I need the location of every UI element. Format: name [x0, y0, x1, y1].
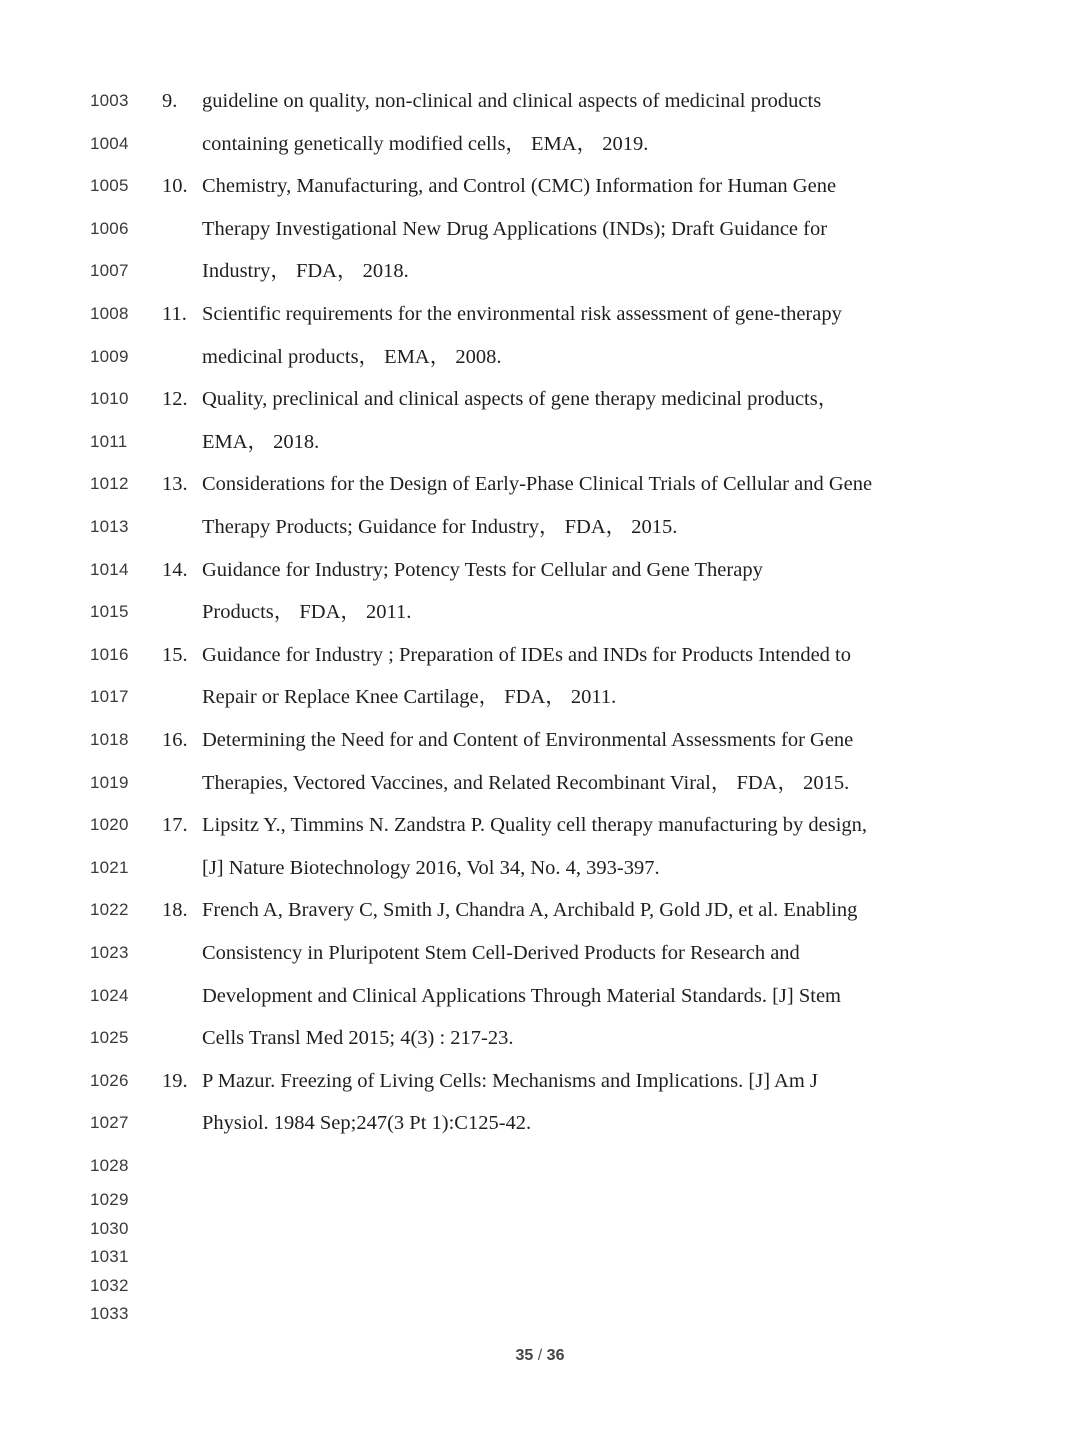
line-text: Products， FDA， 2011.	[202, 601, 412, 624]
line-number: 1022	[90, 900, 129, 920]
line-number: 1030	[90, 1218, 129, 1238]
document-line	[0, 682, 1080, 712]
document-line	[0, 555, 1080, 585]
reference-number: 16.	[162, 729, 188, 751]
document-line	[0, 214, 1080, 244]
line-text: Repair or Replace Knee Cartilage， FDA， 2011.	[202, 686, 617, 709]
line-number: 1031	[90, 1247, 129, 1266]
reference-number: 18.	[162, 899, 188, 922]
line-number: 1032	[90, 1275, 129, 1295]
document-line	[0, 981, 1080, 1011]
page-number-footer	[0, 1344, 1080, 1368]
document-line	[0, 597, 1080, 627]
line-text: [J] Nature Biotechnology 2016, Vol 34, No. 4, 393-397.	[202, 856, 660, 879]
line-text: Chemistry, Manufacturing, and Control (CMC) Information for Human Gene	[202, 175, 837, 198]
line-text: Scientific requirements for the environmental risk assessment of gene-therapy	[202, 303, 842, 325]
document-line	[0, 640, 1080, 670]
line-number: 1009	[90, 346, 129, 366]
document-line	[0, 1242, 1080, 1272]
line-number: 1020	[90, 815, 129, 835]
line-text: containing genetically modified cells， EMA， 2019.	[202, 132, 649, 155]
line-text: EMA， 2018.	[202, 430, 320, 453]
line-number: 1028	[90, 1156, 129, 1175]
line-number: 1026	[90, 1070, 129, 1090]
total-pages-number: 36	[546, 1347, 565, 1364]
line-text: Lipsitz Y., Timmins N. Zandstra P. Quality cell therapy manufacturing by design,	[202, 814, 868, 837]
reference-number: 11.	[162, 303, 187, 325]
line-text: Industry， FDA， 2018.	[202, 260, 409, 283]
line-number: 1025	[90, 1028, 129, 1048]
document-line	[0, 768, 1080, 798]
line-text: medicinal products， EMA， 2008.	[202, 345, 502, 368]
reference-number: 17.	[162, 814, 188, 837]
document-line	[0, 427, 1080, 457]
document-line	[0, 171, 1080, 201]
line-number: 1033	[90, 1304, 129, 1323]
document-line	[0, 512, 1080, 542]
line-number: 1010	[90, 389, 129, 409]
document-line	[0, 938, 1080, 968]
line-text: French A, Bravery C, Smith J, Chandra A, Archibald P, Gold JD, et al. Enabling	[202, 899, 858, 922]
line-number: 1004	[90, 133, 129, 153]
document-line	[0, 810, 1080, 840]
line-number: 1007	[90, 261, 129, 281]
line-number: 1012	[90, 474, 129, 494]
line-text: Guidance for Industry; Potency Tests for Cellular and Gene Therapy	[202, 558, 763, 581]
line-text: Therapies, Vectored Vaccines, and Related Recombinant Viral， FDA， 2015.	[202, 771, 850, 794]
document-line	[0, 1214, 1080, 1244]
line-number: 1019	[90, 772, 129, 792]
line-number: 1023	[90, 943, 129, 962]
document-line	[0, 1299, 1080, 1329]
line-text: Determining the Need for and Content of Environmental Assessments for Gene	[202, 729, 854, 751]
line-text: Physiol. 1984 Sep;247(3 Pt 1):C125-42.	[202, 1112, 532, 1135]
line-text: Considerations for the Design of Early-Phase Clinical Trials of Cellular and Gene	[202, 473, 873, 496]
document-line	[0, 725, 1080, 755]
line-text: P Mazur. Freezing of Living Cells: Mechanisms and Implications. [J] Am J	[202, 1069, 818, 1092]
document-line	[0, 86, 1080, 116]
line-number: 1021	[90, 857, 129, 877]
line-number: 1005	[90, 176, 129, 196]
line-number: 1029	[90, 1190, 129, 1209]
document-line	[0, 895, 1080, 925]
line-text: Consistency in Pluripotent Stem Cell-Derived Products for Research and	[202, 942, 800, 964]
line-text: Therapy Products; Guidance for Industry， FDA， 2015.	[202, 516, 678, 538]
line-number: 1018	[90, 730, 129, 749]
reference-number: 12.	[162, 388, 188, 411]
reference-number: 9.	[162, 90, 178, 112]
document-line	[0, 129, 1080, 159]
document-line	[0, 469, 1080, 499]
line-text: Quality, preclinical and clinical aspects of gene therapy medicinal products，	[202, 388, 839, 411]
reference-number: 15.	[162, 643, 188, 666]
line-number: 1016	[90, 644, 129, 664]
line-number: 1024	[90, 985, 129, 1005]
document-line	[0, 1271, 1080, 1301]
line-number: 1015	[90, 602, 129, 622]
line-number: 1013	[90, 517, 129, 536]
line-text: Therapy Investigational New Drug Applications (INDs); Draft Guidance for	[202, 217, 828, 240]
line-number: 1008	[90, 304, 129, 323]
document-line	[0, 256, 1080, 286]
document-line	[0, 299, 1080, 329]
line-number: 1003	[90, 91, 129, 110]
line-number: 1006	[90, 218, 129, 238]
document-line	[0, 342, 1080, 372]
line-text: guideline on quality, non-clinical and clinical aspects of medicinal products	[202, 90, 822, 112]
line-number: 1017	[90, 687, 129, 707]
line-number: 1027	[90, 1113, 129, 1133]
reference-number: 13.	[162, 473, 188, 496]
document-line	[0, 853, 1080, 883]
line-text: Guidance for Industry ; Preparation of IDEs and INDs for Products Intended to	[202, 643, 852, 666]
document-line	[0, 1108, 1080, 1138]
line-number: 1014	[90, 559, 129, 579]
line-text: Development and Clinical Applications Through Material Standards. [J] Stem	[202, 984, 841, 1007]
document-line	[0, 1023, 1080, 1053]
line-text: Cells Transl Med 2015; 4(3) : 217-23.	[202, 1027, 514, 1050]
reference-number: 10.	[162, 175, 188, 198]
document-line	[0, 1066, 1080, 1096]
line-number: 1011	[90, 431, 128, 451]
document-line	[0, 384, 1080, 414]
document-line	[0, 1185, 1080, 1215]
current-page-number: 35	[515, 1347, 534, 1364]
reference-number: 14.	[162, 558, 188, 581]
page-separator: /	[533, 1347, 547, 1364]
reference-number: 19.	[162, 1069, 188, 1092]
document-line	[0, 1151, 1080, 1181]
